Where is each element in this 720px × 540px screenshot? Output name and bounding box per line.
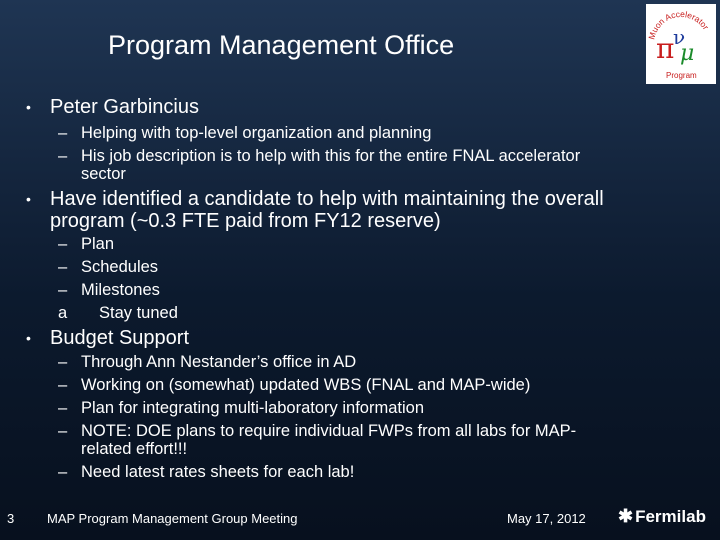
sub-bullet-text: NOTE: DOE plans to require individual FWPs from all labs for MAP- xyxy=(81,422,577,440)
sub-bullet-text: Need latest rates sheets for each lab! xyxy=(81,463,355,481)
logo-bottom-text: Program xyxy=(666,71,697,80)
footer-meeting-name: MAP Program Management Group Meeting xyxy=(47,511,298,526)
footer-date: May 17, 2012 xyxy=(507,511,586,526)
muon-accelerator-program-logo xyxy=(646,4,716,84)
sub-bullet-text: Working on (somewhat) updated WBS (FNAL and MAP-wide) xyxy=(81,376,531,394)
fermilab-icon: ✱ xyxy=(618,506,634,526)
logo-arc-text: Muon Accelerator xyxy=(646,8,712,41)
dash-icon: – xyxy=(58,463,68,481)
sub-bullet-text: Plan for integrating multi-laboratory information xyxy=(81,399,424,417)
bullet-text: Peter Garbincius xyxy=(50,96,199,118)
fermilab-logo xyxy=(618,506,706,527)
sub-bullet-text: Through Ann Nestander’s office in AD xyxy=(81,353,357,371)
logo-mu-symbol: μ xyxy=(680,41,695,66)
bullet-text: program (~0.3 FTE paid from FY12 reserve) xyxy=(50,210,441,232)
dash-icon: – xyxy=(58,281,68,299)
sub-bullet-text: related effort!!! xyxy=(81,440,188,458)
sub-bullet-text: sector xyxy=(81,165,126,183)
bullet-icon: • xyxy=(26,99,31,115)
dash-icon: – xyxy=(58,399,68,417)
logo-pi-symbol: π xyxy=(656,32,675,65)
bullet-text: Budget Support xyxy=(50,327,189,349)
dash-icon: – xyxy=(58,258,68,276)
dash-icon: – xyxy=(58,376,68,394)
sub-bullet-text: Schedules xyxy=(81,258,159,276)
dash-icon: – xyxy=(58,422,68,440)
dash-icon: – xyxy=(58,235,68,253)
bullet-icon: • xyxy=(26,330,31,346)
sub-bullet-text: Stay tuned xyxy=(99,304,178,322)
sub-bullet-text: Helping with top-level organization and planning xyxy=(81,124,432,142)
symbol-bullet-icon: a xyxy=(58,304,68,322)
logo-nu-symbol: ν xyxy=(673,25,686,49)
bullet-icon: • xyxy=(26,191,31,207)
dash-icon: – xyxy=(58,124,68,142)
dash-icon: – xyxy=(58,147,68,165)
dash-icon: – xyxy=(58,353,68,371)
bullet-text: Have identified a candidate to help with maintaining the overall xyxy=(50,188,604,210)
fermilab-wordmark: Fermilab xyxy=(635,507,706,526)
slide-title: Program Management Office xyxy=(108,30,455,60)
sub-bullet-text: Plan xyxy=(81,235,115,253)
sub-bullet-text: Milestones xyxy=(81,281,160,299)
slide-number: 3 xyxy=(7,511,15,526)
sub-bullet-text: His job description is to help with this for the entire FNAL accelerator xyxy=(81,147,581,165)
